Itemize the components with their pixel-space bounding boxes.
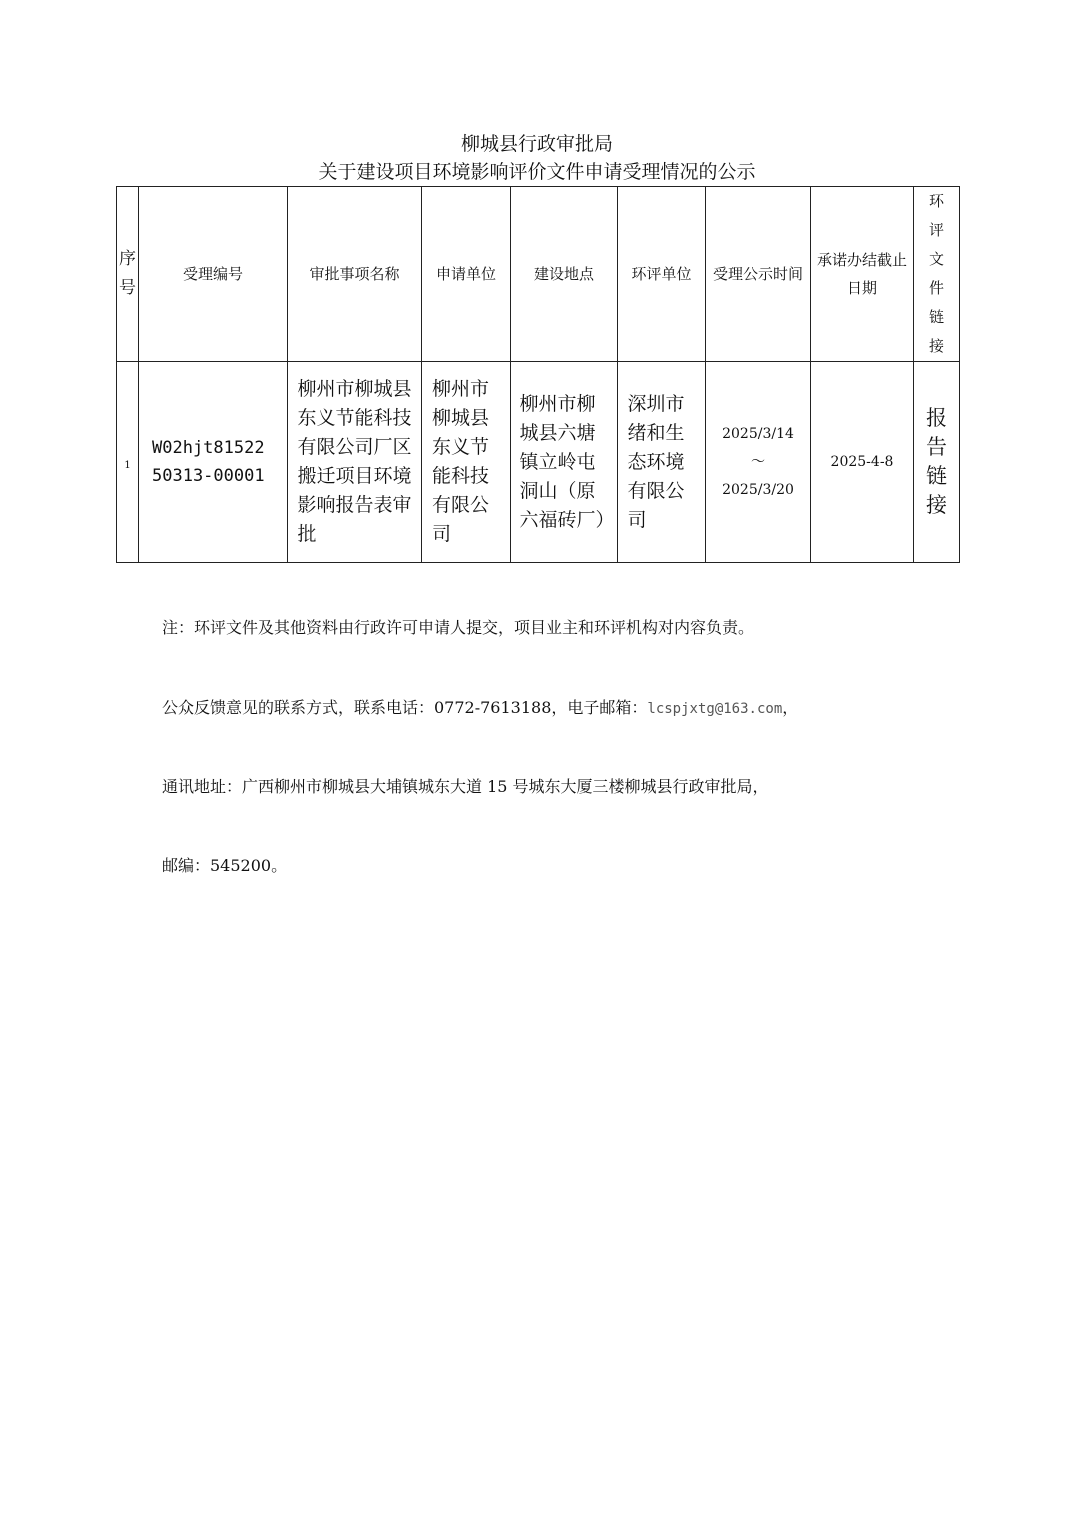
report-link[interactable]: 报告链接 <box>926 406 947 517</box>
note-address: 通讯地址：广西柳州市柳城县大埔镇城东大道 15 号城东大厦三楼柳城县行政审批局， <box>162 777 769 796</box>
header-seq: 序号 <box>117 187 139 362</box>
cell-location: 柳州市柳城县六塘镇立岭屯洞山（原六福砖厂） <box>511 362 618 563</box>
cell-deadline: 2025-4-8 <box>811 362 914 563</box>
table-header-row <box>117 187 960 362</box>
note-postcode: 邮编：545200。 <box>162 856 288 875</box>
cell-report-link[interactable] <box>914 362 960 563</box>
cell-seq: 1 <box>117 362 139 563</box>
note-responsibility: 注：环评文件及其他资料由行政许可申请人提交，项目业主和环评机构对内容负责。 <box>162 618 755 637</box>
note-feedback <box>162 696 798 721</box>
header-accept-no: 受理编号 <box>139 187 288 362</box>
header-eia-unit: 环评单位 <box>618 187 706 362</box>
header-link: 环评文件链接 <box>914 187 960 362</box>
publicity-table <box>116 186 960 563</box>
header-location: 建设地点 <box>511 187 618 362</box>
page-subtitle: 关于建设项目环境影响评价文件申请受理情况的公示 <box>318 161 756 183</box>
cell-publicity-time: 2025/3/14 ～ 2025/3/20 <box>706 362 811 563</box>
email-link[interactable]: lcspjxtg@163.com <box>647 701 783 717</box>
header-applicant: 申请单位 <box>422 187 511 362</box>
header-publicity-time: 受理公示时间 <box>706 187 811 362</box>
cell-applicant: 柳州市柳城县东义节能科技有限公司 <box>422 362 511 563</box>
feedback-suffix: ， <box>782 698 799 717</box>
table-row <box>117 362 960 563</box>
cell-eia-unit: 深圳市绪和生态环境有限公司 <box>618 362 706 563</box>
header-item-name: 审批事项名称 <box>288 187 422 362</box>
cell-item-name: 柳州市柳城县东义节能科技有限公司厂区搬迁项目环境影响报告表审批 <box>288 362 422 563</box>
header-deadline: 承诺办结截止日期 <box>811 187 914 362</box>
page-title: 柳城县行政审批局 <box>460 133 613 155</box>
cell-accept-no: W02hjt8152250313-00001 <box>139 362 288 563</box>
feedback-text: 公众反馈意见的联系方式，联系电话：0772-7613188，电子邮箱： <box>162 698 648 717</box>
